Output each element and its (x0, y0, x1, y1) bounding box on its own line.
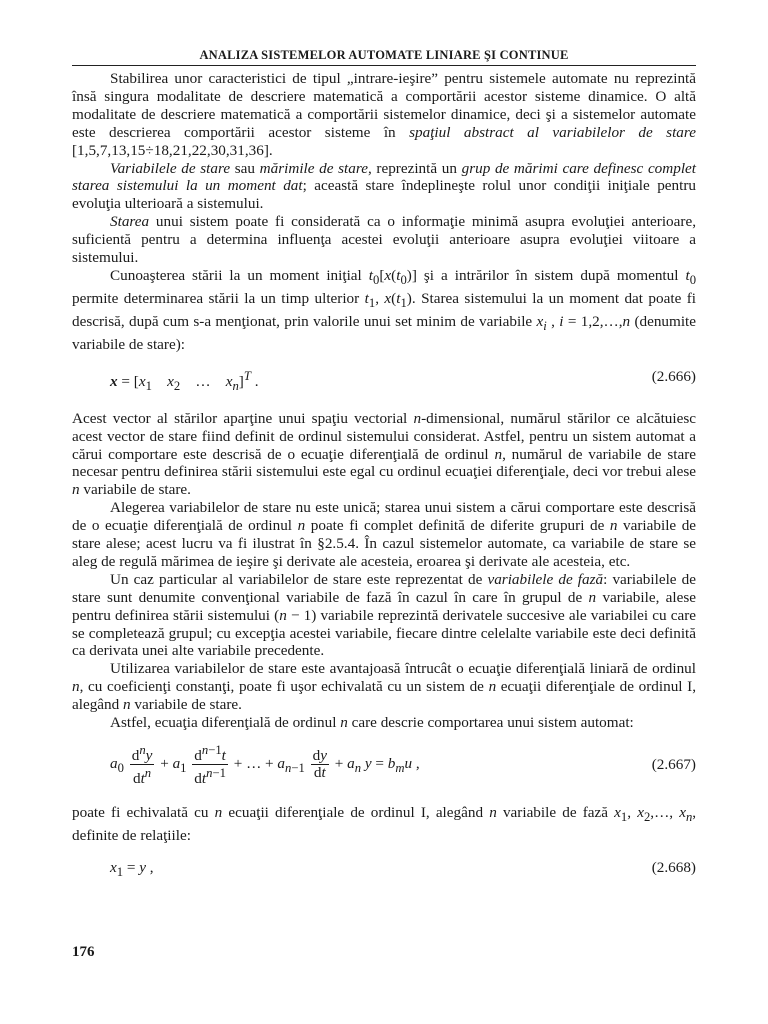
paragraph-equivalence: poate fi echivalată cu n ecuaţii diferenţiale de ordinul I, alegând n variabile de fază $x_1$, $x_2,\dots$, $x_n$, definite de relaţiile: (72, 804, 697, 844)
equation-2-668: $x_1 = y$ , (2.668) (110, 858, 696, 879)
paragraph-state: Starea unui sistem poate fi considerată ca o informaţie minimă asupra evoluţiei anterioare, suficientă pentru a determina influenţa acestei evoluţii anterioare asupra evoluţiei viitoare a sistemului. (72, 213, 696, 267)
paragraph-state-variables: Variabilele de stare sau mărimile de stare, reprezintă un grup de mărimi care definesc complet starea sistemului la un moment dat; această stare îndeplineşte rolul unor condiţii iniţiale pentru evoluţia ulterioară a sistemului. (72, 159, 697, 213)
paragraph-choice: Alegerea variabilelor de stare nu este unică; starea unui sistem a cărui comportare este descrisă de o ecuaţie diferenţială de ordinul n poate fi complet definită de diferite grupuri de n variabile de stare alese; acest lucru va fi ilustrat în §2.5.4. În cazul sistemelor automate, ca variabile de stare se aleg de regulă mărimea de ieşire şi derivate ale acesteia, eroarea şi derivate ale acesteia, etc. (72, 499, 697, 570)
equation-2-666: $x = [x_1$ $x_2$ … $x_n]^T$ . (2.666) (110, 367, 696, 393)
paragraph-usage: Utilizarea variabilelor de stare este avantajoasă întrucât o ecuaţie diferenţială liniară de ordinul n, cu coeficienţi constanţi, poate fi uşor echivalată cu un sistem de n ecuaţii diferenţiale de ordinul I, alegând n variabile de stare. (72, 660, 696, 714)
page-body (72, 70, 696, 896)
equation-number: (2.666) (651, 367, 696, 385)
paragraph-knowledge: Cunoaşterea stării la un moment iniţial $t_0[x(t_0)]$ şi a intrărilor în sistem după momentul $t_0$ permite determinarea stării la un timp ulterior $t_1$, $x(t_1)$. Starea sistemului la un moment dat poate fi descrisă, după cum s-a menţionat, prin valorile unui set minim de variabile $x_i$ , i = 1,2,…,n (denumite variabile de stare): (72, 266, 697, 353)
page-number: 176 (72, 944, 95, 960)
equation-number: (2.668) (651, 858, 696, 876)
running-header: ANALIZA SISTEMELOR AUTOMATE LINIARE ŞI CONTINUE (199, 48, 569, 62)
paragraph-phase-variables: Un caz particular al variabilelor de stare este reprezentat de variabilele de fază: variabilele de stare sunt denumite convenţional variabile de fază în cazul în care în grupul de n variabile, alese pentru definirea stării sistemului (n − 1) variabile reprezintă derivatele succesive ale variabilei cu care se completează grupul; cu excepţia acestei variabile, fiecare dintre celelalte variabile este deci definită ca derivata unei alte variabile precedente. (72, 570, 697, 660)
paragraph-equation-intro: Astfel, ecuaţia diferenţială de ordinul n care descrie comportarea unui sistem automat: (110, 714, 634, 732)
equation-number: (2.667) (651, 756, 696, 773)
paragraph-intro: Stabilirea unor caracteristici de tipul „intrare-ieşire” pentru sistemele automate nu reprezintă însă singura modalitate de descriere matematică a comportării acestor sisteme dinamice. O altă modalitate de descriere matematică a comportării sistemelor dinamice, deci şi a sistemelor automate este descrierea comportării acestor sisteme în spaţiul abstract al variabilelor de stare [1,5,7,13,15÷18,21,22,30,31,36]. (72, 70, 696, 159)
header-rule (72, 65, 696, 66)
equation-2-667: $a_0$ $d^ny$ $dt^n$ + $a_1$ $d^{n-1}t$ $dt^{n-1}$ + … + $a_{n-1}$ $\frac{dy}{dt}$ + $a_n$ $y = b_mu$ , (2.667) (110, 743, 696, 788)
paragraph-vector: Acest vector al stărilor aparţine unui spaţiu vectorial n-dimensional, numărul stărilor ce alcătuiesc acest vector de stare fiind definit de ordinul sistemului considerat. Astfel, pentru un sistem automat a cărui comportare este descrisă de o ecuaţie diferenţială de ordinul n, numărul de variabile de stare necesar pentru definirea stării sistemului este egal cu ordinul ecuaţiei diferenţiale, deci vor trebui alese n variabile de stare. (72, 409, 697, 499)
